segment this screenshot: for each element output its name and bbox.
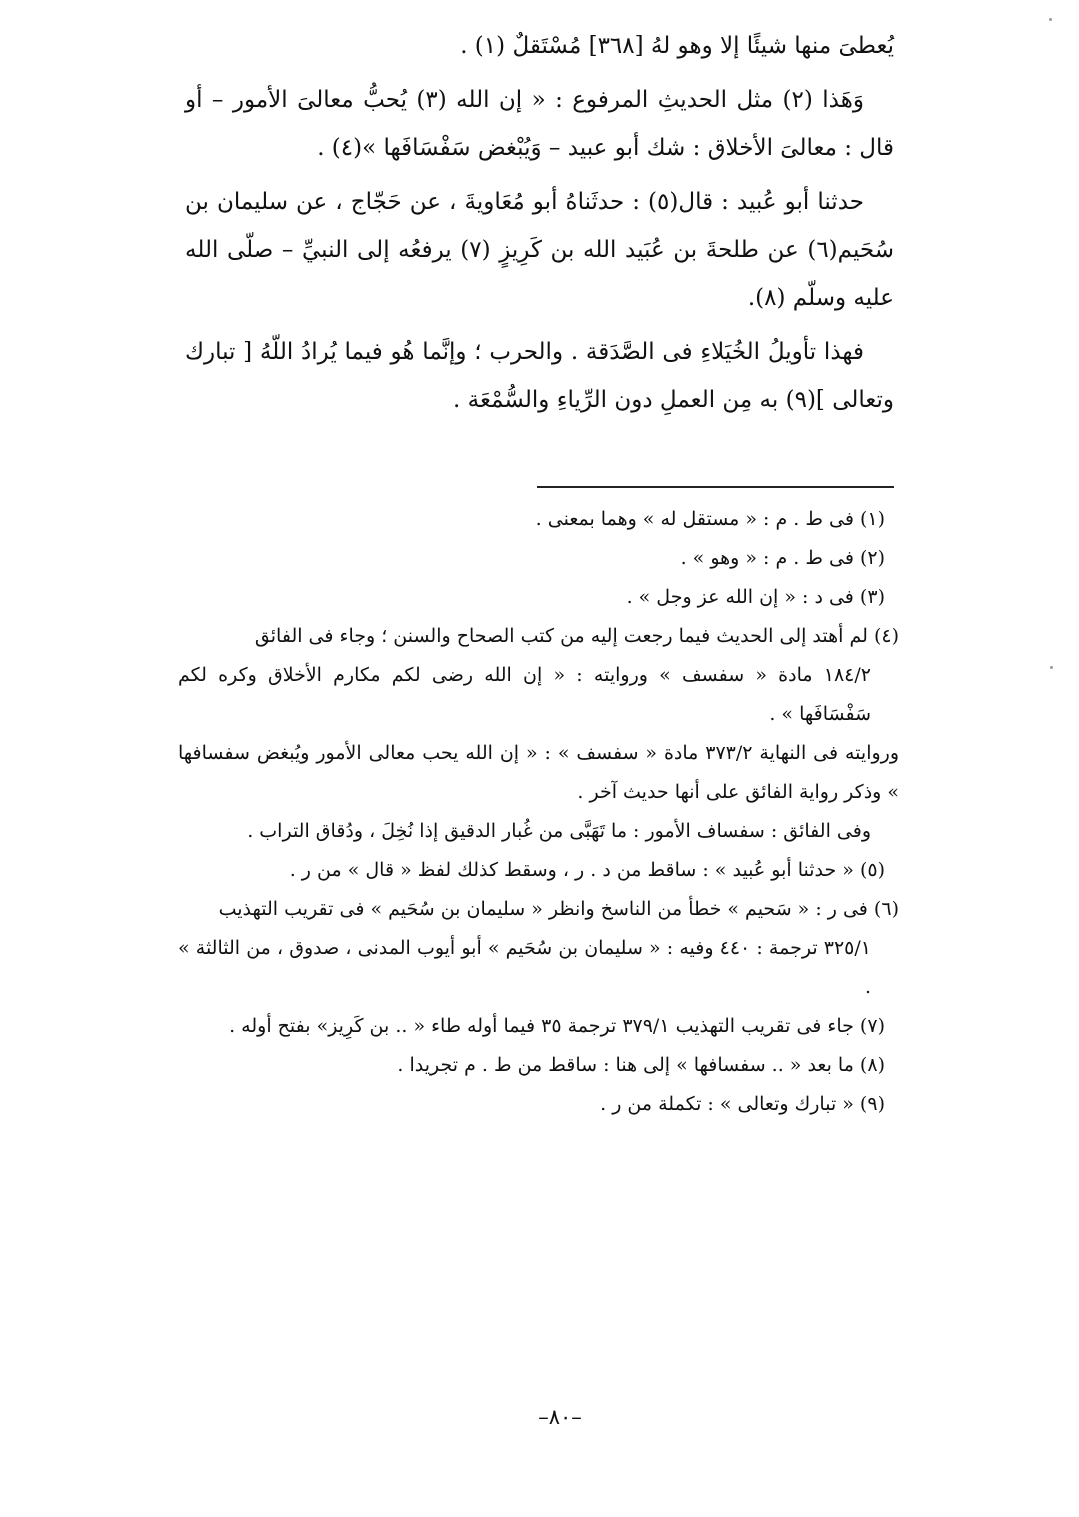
- main-text-block: [185, 22, 894, 424]
- scan-speck: [1049, 18, 1052, 21]
- footnote-4-nihaya: وروايته فى النهاية ٣٧٣/٢ مادة « سفسف » : « إن الله يحب معالى الأمور ويُبغض سفسافها » وذكر رواية الفائق على أنها حديث آخر .: [178, 742, 899, 803]
- footnote-4-faiq: وفى الفائق : سفساف الأمور : ما تَهَبَّى من غُبار الدقيق إذا نُخِلَ ، ودُقاق التراب .: [247, 820, 871, 842]
- body-paragraph: حدثنا أبو عُبيد : قال(٥) : حدثَناهُ أبو مُعَاويةَ ، عن حَجّاج ، عن سليمان بن سُحَيم(٦) عن طلحةَ بن عُبَيد الله بن كَرِيزٍ (٧) يرفعُه إلى النبيِّ – صلّى الله عليه وسلّم (٨).: [185, 189, 895, 311]
- page-number: –٨٠–: [538, 1405, 582, 1429]
- footnote-7: (٧) جاء فى تقريب التهذيب ٣٧٩/١ ترجمة ٣٥ فيما أوله طاء « .. بن كَرِيز» بفتح أوله .: [229, 1015, 885, 1037]
- footnote-6-continuation: ٣٢٥/١ ترجمة : ٤٤٠ وفيه : « سليمان بن سُحَيم » أبو أيوب المدنى ، صدوق ، من الثالثة » .: [178, 937, 871, 998]
- body-paragraph: يُعطىَ منها شيئًا إلا وهو لهُ [٣٦٨] مُسْتَقلٌ (١) .: [460, 33, 894, 59]
- footnote-4: (٤) لم أهتد إلى الحديث فيما رجعت إليه من كتب الصحاح والسنن ؛ وجاء فى الفائق: [254, 625, 899, 647]
- footnote-9: (٩) « تبارك وتعالى » : تكملة من ر .: [600, 1093, 885, 1115]
- body-paragraph: فهذا تأويلُ الخُيَلاءِ فى الصَّدَقة . والحرب ؛ وإنَّما هُو فيما يُرادُ اللّهُ [ تبارك وتعالى ](٩) به مِن العملِ دون الرِّياءِ والسُّمْعَة .: [185, 339, 894, 413]
- footnote-8: (٨) ما بعد « .. سفسافها » إلى هنا : ساقط من ط . م تجريدا .: [397, 1054, 885, 1076]
- footnote-4-continuation: ١٨٤/٢ مادة « سفسف » وروايته : « إن الله رضى لكم مكارم الأخلاق وكره لكم سَفْسَافَها » .: [178, 664, 871, 725]
- footnote-5: (٥) « حدثنا أبو عُبيد » : ساقط من د . ر ، وسقط كذلك لفظ « قال » من ر .: [289, 859, 885, 881]
- scan-speck: [1050, 666, 1053, 669]
- footnote-divider: [537, 486, 894, 488]
- footnote-2: (٢) فى ط . م : « وهو » .: [680, 547, 885, 569]
- footnote-1: (١) فى ط . م : « مستقل له » وهما بمعنى .: [535, 508, 885, 530]
- footnote-6: (٦) فى ر : « سَحيم » خطأ من الناسخ وانظر « سليمان بن سُحَيم » فى تقريب التهذيب: [218, 898, 899, 920]
- footnote-3: (٣) فى د : « إن الله عز وجل » .: [626, 586, 885, 608]
- body-paragraph: وَهَذا (٢) مثل الحديثِ المرفوع : « إن الله (٣) يُحبُّ معالىَ الأمور – أو قال : معالىَ الأخلاق : شك أبو عبيد – وَيُبْغض سَفْسَافَها »(٤) .: [185, 87, 894, 161]
- footnotes-block: [178, 500, 899, 1124]
